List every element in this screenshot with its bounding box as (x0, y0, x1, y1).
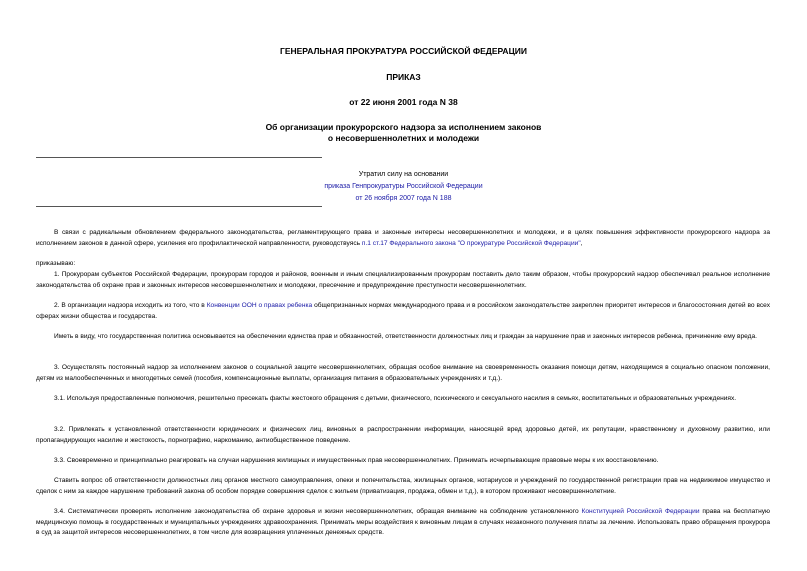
document-title-line2: о несовершеннолетних и молодежи (327, 133, 480, 143)
paragraph-3-4 (36, 507, 770, 539)
intro-text: В связи с радикальным обновлением федерального законодательства, регламентирующего права и законные интересы несовершеннолетних и молодежи, и в целях повышения эффективности прокурорского надзора за исполнением законов в данной сфере, усиления его профилактической направленности, руководствуясь (36, 229, 770, 247)
paragraph-2-extra: Иметь в виду, что государственная политика основывается на обеспечении единства прав и обязанностей, ответственности должностных лиц и граждан за нарушение прав и законных интересов ребенка, причинение ему вреда. (54, 333, 757, 340)
paragraph-order: приказываю: (36, 260, 76, 267)
constitution-link[interactable]: Конституцией Российской Федерации (581, 508, 700, 515)
paragraph-3: 3. Осуществлять постоянный надзор за исполнением законов о социальной защите несовершеннолетних, обращая особое внимание на своевременность оказания помощи детям, находящимся в социально опасном положении, детям из малообеспеченных и многодетных семей (пособия, компенсационные выплаты, организация питания в образовательных учреждениях и т.д.). (36, 364, 770, 382)
intro-text-end: , (580, 239, 583, 247)
paragraph-3-3: 3.3. Своевременно и принципиально реагировать на случаи нарушения жилищных и имущественных прав несовершеннолетних. Принимать исчерпывающие правовые меры к их восстановлению. (54, 457, 659, 464)
un-convention-link[interactable]: Конвенции ООН о правах ребенка (206, 302, 313, 309)
paragraph-1: 1. Прокурорам субъектов Российской Федерации, прокурорам городов и районов, военным и иным специализированным прокурорам поставить дело таким образом, чтобы прокурорский надзор обеспечивал реальное исполнение законодательства об охране прав и законных интересов несовершеннолетних и молодежи, пресечение и предупреждение преступности несовершеннолетних. (36, 271, 770, 289)
paragraph-2 (36, 301, 770, 322)
paragraph-intro (36, 228, 770, 249)
p2-text-end: общепризнанных нормах международного права и в российском законодательстве закреплен приоритет интересов и благосостояния детей во всех сферах жизни общества и государства. (36, 302, 770, 320)
document-title-line1: Об организации прокурорского надзора за исполнением законов (265, 122, 542, 132)
document-date: от 22 июня 2001 года N 38 (349, 97, 458, 107)
p34-text-end: права на бесплатную медицинскую помощь в государственных и муниципальных учреждениях здравоохранения. Принимать меры воздействия к виновным лицам в случаях незаконного получения платы за лечение. Использовать право обращения прокурора в суд за защитой интересов несовершеннолетних, в том числе для возвращения уплаченных денежных средств. (36, 508, 770, 536)
p34-text: 3.4. Систематически проверять исполнение законодательства об охране здоровья и жизни несовершеннолетних, обращая внимание на соблюдение установленного (54, 508, 582, 515)
status-note-text: Утратил силу на основании (358, 171, 449, 178)
paragraph-3-1: 3.1. Используя предоставленные полномочия, решительно пресекать факты жестокого обращения с детьми, физического, психического и сексуального насилия в семьях, воспитательных и образовательных учреждениях. (54, 395, 737, 402)
prosecutor-law-link[interactable]: п.1 ст.17 Федерального закона "О прокуратуре Российской Федерации" (361, 239, 581, 247)
paragraph-3-3-extra: Ставить вопрос об ответственности должностных лиц органов местного самоуправления, опеки и попечительства, жилищных органов, нотариусов и учреждений по государственной регистрации прав на недвижимое имущество и сделок с ним за каждое нарушение требований закона об особом порядке совершения сделок с жильем (приватизация, продажа, обмен и т.д.), в котором проживают несовершеннолетние. (36, 477, 770, 495)
p2-text: 2. В организации надзора исходить из того, что в (54, 302, 207, 309)
repeal-order-date-link[interactable]: от 26 ноября 2007 года N 188 (355, 195, 452, 202)
issuing-organization: ГЕНЕРАЛЬНАЯ ПРОКУРАТУРА РОССИЙСКОЙ ФЕДЕРАЦИИ (280, 46, 527, 56)
divider-top (36, 157, 322, 158)
document-type: ПРИКАЗ (386, 72, 421, 82)
repeal-order-link[interactable]: приказа Генпрокуратуры Российской Федерации (324, 183, 483, 190)
status-note (0, 169, 807, 205)
paragraph-3-2: 3.2. Привлекать к установленной ответственности юридических и физических лиц, виновных в распространении информации, наносящей вред здоровью детей, их репутации, нравственному и духовному развитию, или пропагандирующих насилие и жестокость, порнографию, наркоманию, антиобщественное поведение. (36, 426, 770, 444)
divider-bottom (36, 206, 322, 207)
